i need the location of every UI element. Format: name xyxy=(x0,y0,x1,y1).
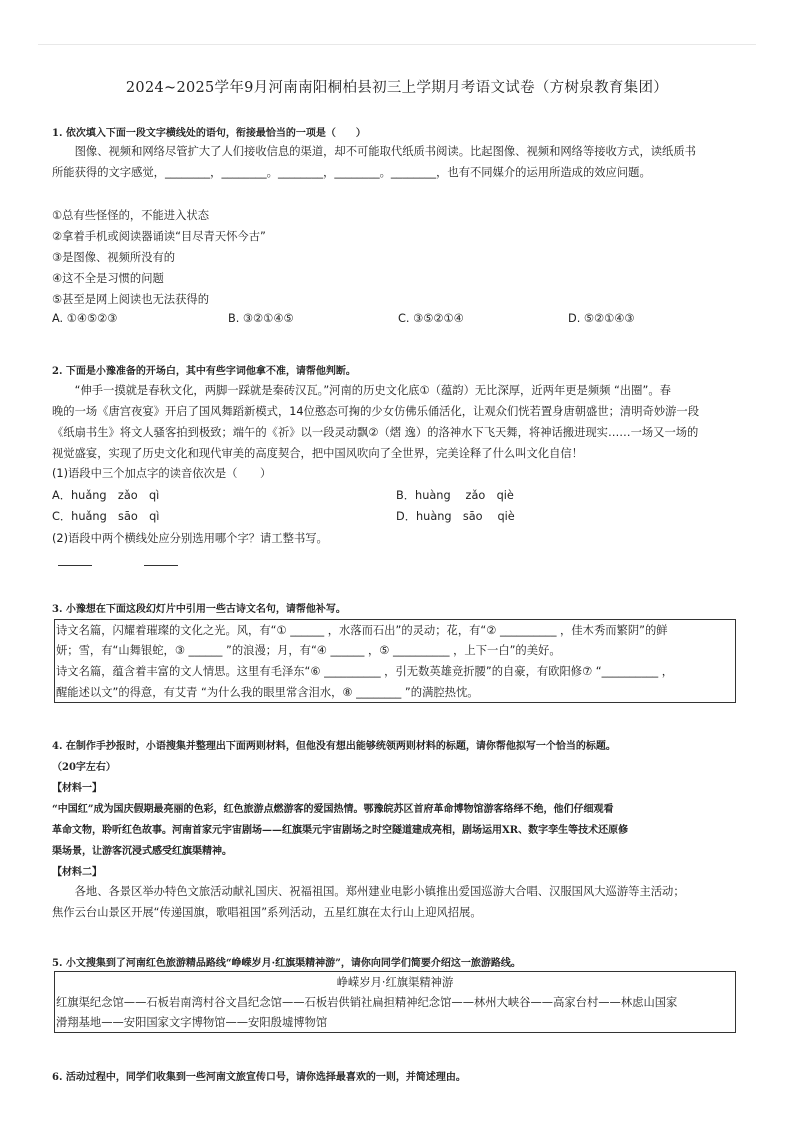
q1-item-1: ①总有些怪怪的，不能进入状态 xyxy=(52,209,209,222)
question-4-head-note: （20字左右） xyxy=(52,762,116,773)
q1-option-d[interactable]: D. ⑤②①④③ xyxy=(568,312,635,325)
header-divider xyxy=(38,44,756,45)
q1-paragraph-line-1: 图像、视频和网络尽管扩大了人们接收信息的渠道，却不可能取代纸质书阅读。比起图像、视频和网络等接收方式，读纸质书 xyxy=(74,145,696,158)
material-1-label: 【材料一】 xyxy=(52,783,102,794)
q2-answer-blank-1[interactable] xyxy=(58,553,92,566)
question-5-head: 5. 小文搜集到了河南红色旅游精品路线“峥嵘岁月·红旗渠精神游”，请你向同学们简要介绍这一旅游路线。 xyxy=(52,958,521,969)
question-4-head: 4. 在制作手抄报时，小语搜集并整理出下面两则材料，但他没有想出能够统领两则材料的标题，请你帮他拟写一个恰当的标题。 xyxy=(52,741,616,752)
q3-slide-line-3: 诗文名篇，蕴含着丰富的文人情思。这里有毛泽东“⑥ __________ ，引无数英雄竞折腰”的自豪，有欧阳修⑦ “__________ ， xyxy=(56,665,674,678)
q2-subquestion-1: (1)语段中三个加点字的读音依次是（ ） xyxy=(52,467,272,480)
q3-slide-line-4: 醒能述以文”的得意，有艾青 “为什么我的眼里常含泪水，⑧ ________ ”的满腔热忱。 xyxy=(56,686,479,699)
q5-route-line-1: 红旗渠纪念馆——石板岩南湾村谷文昌纪念馆——石板岩供销社扁担精神纪念馆——林州大峡谷——高家台村——林虑山国家 xyxy=(56,996,678,1009)
material-2-line-2: 焦作云台山景区开展“传递国旗，歌唱祖国”系列活动，五星红旗在太行山上迎风招展。 xyxy=(52,906,482,919)
q2-option-d[interactable]: D．huàng sāo qiè xyxy=(396,510,515,523)
q1-option-b[interactable]: B. ③②①④⑤ xyxy=(228,312,294,325)
material-2-line-1: 各地、各景区举办特色文旅活动献礼国庆、祝福祖国。郑州建业电影小镇推出爱国巡游大合唱、汉服国风大巡游等主活动； xyxy=(74,885,685,898)
material-2-label: 【材料二】 xyxy=(52,867,102,878)
q2-passage-line-4: 视觉盛宴，实现了历史文化和现代审美的高度契合，把中国风吹向了全世界，完美诠释了什么叫文化自信！ xyxy=(52,447,583,460)
material-1-line-1: “中国红”成为国庆假期最亮丽的色彩，红色旅游点燃游客的爱国热情。鄂豫皖苏区首府革命博物馆游客络绎不绝，他们仔细观看 xyxy=(52,804,614,815)
q1-paragraph-line-2: 所能获得的文字感觉，________，________。________，________。________，也有不同媒介的运用所造成的效应问题。 xyxy=(52,166,651,179)
q2-passage-line-2: 晚的一场《唐宫夜宴》开启了国风舞蹈新模式，14位憨态可掬的少女仿佛乐俑活化，让观众们恍若置身唐朝盛世；清明奇妙游一段 xyxy=(52,405,700,418)
q3-slide-line-2: 妍；雪，有“山舞银蛇，③ ______ ”的浪漫；月，有“④ ______ ，⑤ __________ ，上下一白”的美好。 xyxy=(56,644,561,657)
q1-item-3: ③是图像、视频所没有的 xyxy=(52,251,176,264)
q2-option-b[interactable]: B．huàng zǎo qiè xyxy=(396,489,514,502)
q1-item-5: ⑤甚至是网上阅读也无法获得的 xyxy=(52,293,209,306)
q1-item-2: ②拿着手机或阅读器诵读“目尽青天怀今古” xyxy=(52,230,266,243)
q5-route-line-2: 滑翔基地——安阳国家文字博物馆——安阳殷墟博物馆 xyxy=(56,1016,328,1029)
q2-passage-line-1: “伸手一摸就是春秋文化，两脚一踩就是秦砖汉瓦。”河南的历史文化底①（蕴韵）无比深厚，近两年更是频频 “出圈”。春 xyxy=(74,384,671,397)
q2-answer-blank-2[interactable] xyxy=(144,553,178,566)
q2-passage-line-3: 《纸扇书生》将文人骚客拍到极致；端午的《祈》以一段灵动飘②（熠 逸）的洛神水下飞天舞，将神话搬进现实……一场又一场的 xyxy=(52,426,699,439)
q2-option-a[interactable]: A．huǎng zǎo qì xyxy=(52,489,160,502)
q2-option-c[interactable]: C．huǎng sāo qì xyxy=(52,510,160,523)
material-1-line-2: 革命文物，聆听红色故事。河南首家元宇宙剧场——红旗渠元宇宙剧场之时空隧道建成亮相，剧场运用XR、数字孪生等技术还原修 xyxy=(52,825,629,836)
question-3-head: 3. 小豫想在下面这段幻灯片中引用一些古诗文名句，请帮他补写。 xyxy=(52,604,346,615)
q2-subquestion-2: (2)语段中两个横线处应分别选用哪个字？请工整书写。 xyxy=(52,532,328,545)
material-1-line-3: 渠场景，让游客沉浸式感受红旗渠精神。 xyxy=(52,846,232,857)
q1-option-a[interactable]: A. ①④⑤②③ xyxy=(52,312,118,325)
question-2-head: 2. 下面是小豫准备的开场白，其中有些字词他拿不准，请帮他判断。 xyxy=(52,366,356,377)
q1-item-4: ④这不全是习惯的问题 xyxy=(52,272,164,285)
question-6-head: 6. 活动过程中，同学们收集到一些河南文旅宣传口号，请你选择最喜欢的一则，并简述理由。 xyxy=(52,1072,466,1083)
question-1-head: 1. 依次填入下面一段文字横线处的语句，衔接最恰当的一项是（ ） xyxy=(52,128,366,139)
page-title: 2024~2025学年9月河南南阳桐柏县初三上学期月考语文试卷（方树泉教育集团） xyxy=(125,80,669,96)
q3-slide-line-1: 诗文名篇，闪耀着璀璨的文化之光。风，有“① ______ ，水落而石出”的灵动；花，有“② __________ ，佳木秀而繁阴”的鲜 xyxy=(56,624,668,637)
q1-option-c[interactable]: C. ③⑤②①④ xyxy=(398,312,464,325)
q5-route-title: 峥嵘岁月·红旗渠精神游 xyxy=(336,976,454,989)
